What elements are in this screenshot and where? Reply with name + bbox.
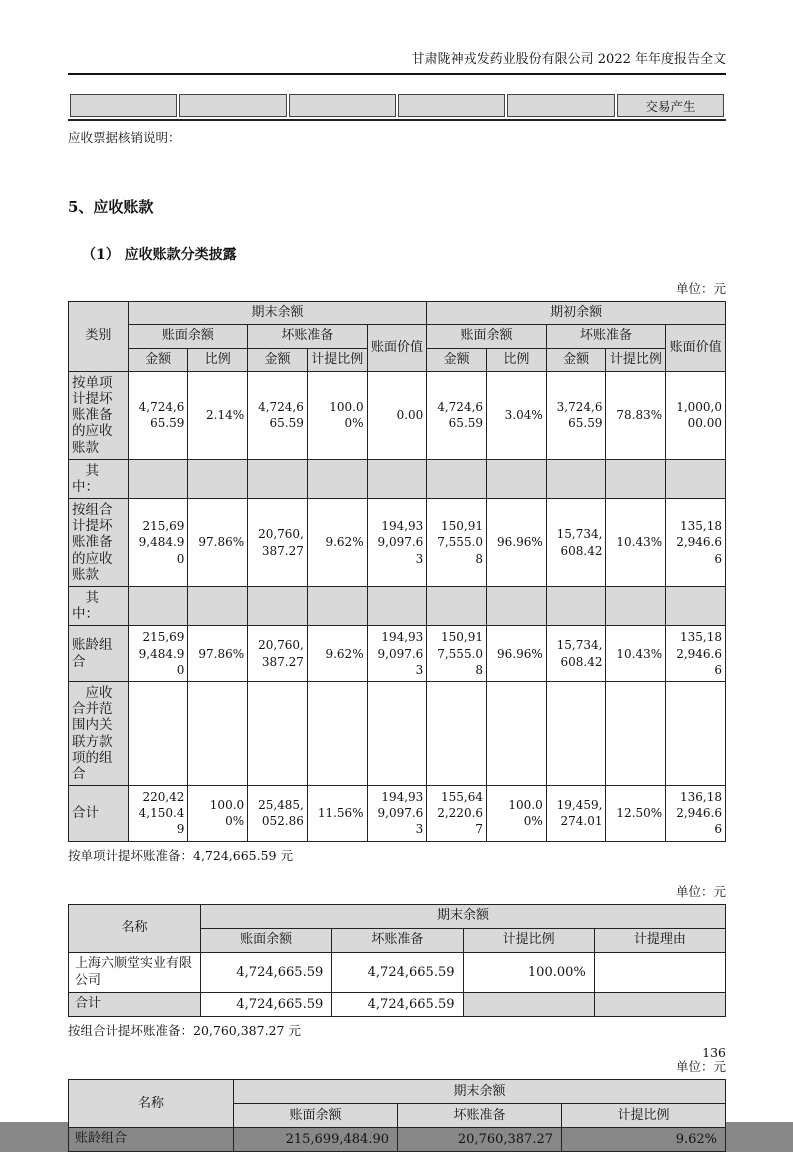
cell — [666, 587, 726, 626]
cell: 215,699,484.90 — [128, 626, 188, 682]
table-row-aging-portfolio — [69, 1128, 726, 1152]
cell: 10.43% — [606, 626, 666, 682]
stub-cell — [398, 94, 505, 117]
row-label: 按单项计提坏账准备的应收账款 — [69, 371, 129, 459]
cell — [188, 459, 248, 498]
col-bad-debt: 坏账准备 — [248, 325, 367, 348]
cell: 100.00% — [188, 786, 248, 842]
table-row-total — [69, 993, 726, 1017]
cell — [487, 681, 547, 785]
stub-cell-transaction: 交易产生 — [617, 94, 724, 117]
unit-label: 单位：元 — [675, 281, 726, 296]
col-ending-balance: 期末余额 — [234, 1080, 726, 1104]
row-label: 账龄组合 — [69, 626, 129, 682]
col-book-balance: 账面余额 — [427, 325, 546, 348]
cell: 96.96% — [487, 626, 547, 682]
col-name: 名称 — [69, 1080, 234, 1128]
stub-cell — [179, 94, 286, 117]
table-row-portfolio-provision — [69, 499, 726, 587]
row-label: 按组合计提坏账准备的应收账款 — [69, 499, 129, 587]
cell — [546, 681, 606, 785]
cell: 9.62% — [307, 499, 367, 587]
col-book-value: 账面价值 — [367, 325, 427, 372]
cell — [546, 587, 606, 626]
row-label: 应收合并范围内关联方款项的组合 — [69, 681, 129, 785]
cell-name: 合计 — [69, 993, 201, 1017]
cell: 25,485,052.86 — [248, 786, 308, 842]
cell — [367, 459, 427, 498]
cell: 97.86% — [188, 499, 248, 587]
cell: 215,699,484.90 — [128, 499, 188, 587]
col-ratio: 比例 — [188, 348, 248, 371]
cell: 9.62% — [562, 1128, 726, 1152]
col-book-balance: 账面余额 — [234, 1104, 398, 1128]
cell — [594, 993, 725, 1017]
cell: 220,424,150.49 — [128, 786, 188, 842]
col-provision-ratio: 计提比例 — [562, 1104, 726, 1128]
unit-label: 单位：元 — [675, 1059, 726, 1075]
cell — [427, 681, 487, 785]
col-amount: 金额 — [427, 348, 487, 371]
cell: 20,760,387.27 — [248, 626, 308, 682]
cell: 4,724,665.59 — [128, 371, 188, 459]
cell — [594, 952, 725, 993]
cell — [128, 587, 188, 626]
cell: 194,939,097.63 — [367, 786, 427, 842]
cell: 4,724,665.59 — [201, 952, 332, 993]
cell: 2.14% — [188, 371, 248, 459]
row-label: 其中： — [69, 587, 129, 626]
col-provision-ratio: 计提比例 — [463, 928, 594, 952]
cell: 15,734,608.42 — [546, 626, 606, 682]
col-book-balance: 账面余额 — [128, 325, 247, 348]
cell — [427, 459, 487, 498]
cell — [307, 459, 367, 498]
cell — [248, 681, 308, 785]
cell-name: 账龄组合 — [69, 1128, 234, 1152]
cell — [128, 681, 188, 785]
stub-cell — [289, 94, 396, 117]
cell: 78.83% — [606, 371, 666, 459]
col-bad-debt: 坏账准备 — [398, 1104, 562, 1128]
cell — [188, 681, 248, 785]
cell: 12.50% — [606, 786, 666, 842]
section-subtitle: （1） 应收账款分类披露 — [82, 247, 237, 263]
cell — [487, 459, 547, 498]
cell: 1,000,000.00 — [666, 371, 726, 459]
cell: 10.43% — [606, 499, 666, 587]
ar-classification-table — [68, 301, 726, 842]
cell — [307, 681, 367, 785]
cell — [188, 587, 248, 626]
cell — [606, 459, 666, 498]
cell: 150,917,555.08 — [427, 499, 487, 587]
table-row-including — [69, 459, 726, 498]
cell — [367, 681, 427, 785]
table-row-related-party-portfolio — [69, 681, 726, 785]
col-provision-reason: 计提理由 — [594, 928, 725, 952]
portfolio-provision-footnote: 按组合计提坏账准备：20,760,387.27 元 — [68, 1023, 301, 1039]
cell — [427, 587, 487, 626]
cell: 135,182,946.66 — [666, 626, 726, 682]
unit-label: 单位：元 — [675, 883, 726, 899]
cell: 4,724,665.59 — [427, 371, 487, 459]
table-row-total — [69, 786, 726, 842]
col-category: 类别 — [69, 302, 129, 372]
table-header-row — [69, 302, 726, 325]
col-provision-ratio: 计提比例 — [307, 348, 367, 371]
cell: 19,459,274.01 — [546, 786, 606, 842]
page-number: 136 — [702, 1045, 726, 1060]
cell — [546, 459, 606, 498]
cell: 215,699,484.90 — [234, 1128, 398, 1152]
cell-name: 上海六顺堂实业有限公司 — [69, 952, 201, 993]
col-book-balance: 账面余额 — [201, 928, 332, 952]
col-amount: 金额 — [128, 348, 188, 371]
cell: 97.86% — [188, 626, 248, 682]
cell: 150,917,555.08 — [427, 626, 487, 682]
notes-writeoff-label: 应收票据核销说明： — [68, 130, 181, 145]
table-header-row — [69, 1080, 726, 1104]
cell — [128, 459, 188, 498]
col-provision-ratio: 计提比例 — [606, 348, 666, 371]
col-ratio: 比例 — [487, 348, 547, 371]
cell — [367, 587, 427, 626]
col-bad-debt: 坏账准备 — [546, 325, 665, 348]
cell — [463, 993, 594, 1017]
cell: 100.00% — [463, 952, 594, 993]
cell: 9.62% — [307, 626, 367, 682]
cell: 3.04% — [487, 371, 547, 459]
cell: 11.56% — [307, 786, 367, 842]
cell: 155,642,220.67 — [427, 786, 487, 842]
notes-receivable-stub-table — [68, 92, 726, 121]
cell: 135,182,946.66 — [666, 499, 726, 587]
col-book-value: 账面价值 — [666, 325, 726, 372]
cell — [666, 459, 726, 498]
row-label: 其中： — [69, 459, 129, 498]
individual-provision-table — [68, 904, 726, 1018]
cell: 4,724,665.59 — [332, 952, 463, 993]
section-title: 5、应收账款 — [68, 198, 154, 216]
cell: 136,182,946.66 — [666, 786, 726, 842]
aging-portfolio-table — [68, 1079, 726, 1152]
cell: 194,939,097.63 — [367, 626, 427, 682]
cell — [248, 459, 308, 498]
table-row — [70, 94, 724, 117]
cell: 15,734,608.42 — [546, 499, 606, 587]
cell: 4,724,665.59 — [248, 371, 308, 459]
cell: 194,939,097.63 — [367, 499, 427, 587]
table-row-including — [69, 587, 726, 626]
cell: 4,724,665.59 — [332, 993, 463, 1017]
cell — [606, 587, 666, 626]
cell — [666, 681, 726, 785]
table-row-shanghai-liushuntang — [69, 952, 726, 993]
stub-cell — [70, 94, 177, 117]
cell — [307, 587, 367, 626]
col-amount: 金额 — [248, 348, 308, 371]
document-header-title: 甘肃陇神戎发药业股份有限公司 2022 年年度报告全文 — [68, 48, 726, 75]
table-header-row — [69, 325, 726, 348]
col-name: 名称 — [69, 904, 201, 952]
cell: 3,724,665.59 — [546, 371, 606, 459]
cell: 100.00% — [307, 371, 367, 459]
col-ending-balance: 期末余额 — [201, 904, 726, 928]
col-bad-debt: 坏账准备 — [332, 928, 463, 952]
cell: 0.00 — [367, 371, 427, 459]
cell: 100.00% — [487, 786, 547, 842]
individual-provision-footnote: 按单项计提坏账准备：4,724,665.59 元 — [68, 847, 293, 863]
col-ending-balance: 期末余额 — [128, 302, 427, 325]
cell: 4,724,665.59 — [201, 993, 332, 1017]
col-amount: 金额 — [546, 348, 606, 371]
stub-cell — [507, 94, 614, 117]
table-header-row — [69, 904, 726, 928]
row-label: 合计 — [69, 786, 129, 842]
table-row-aging-portfolio — [69, 626, 726, 682]
cell — [487, 587, 547, 626]
col-beginning-balance: 期初余额 — [427, 302, 726, 325]
table-row-individual-provision — [69, 371, 726, 459]
cell — [606, 681, 666, 785]
cell: 96.96% — [487, 499, 547, 587]
cell — [248, 587, 308, 626]
cell: 20,760,387.27 — [248, 499, 308, 587]
cell: 20,760,387.27 — [398, 1128, 562, 1152]
